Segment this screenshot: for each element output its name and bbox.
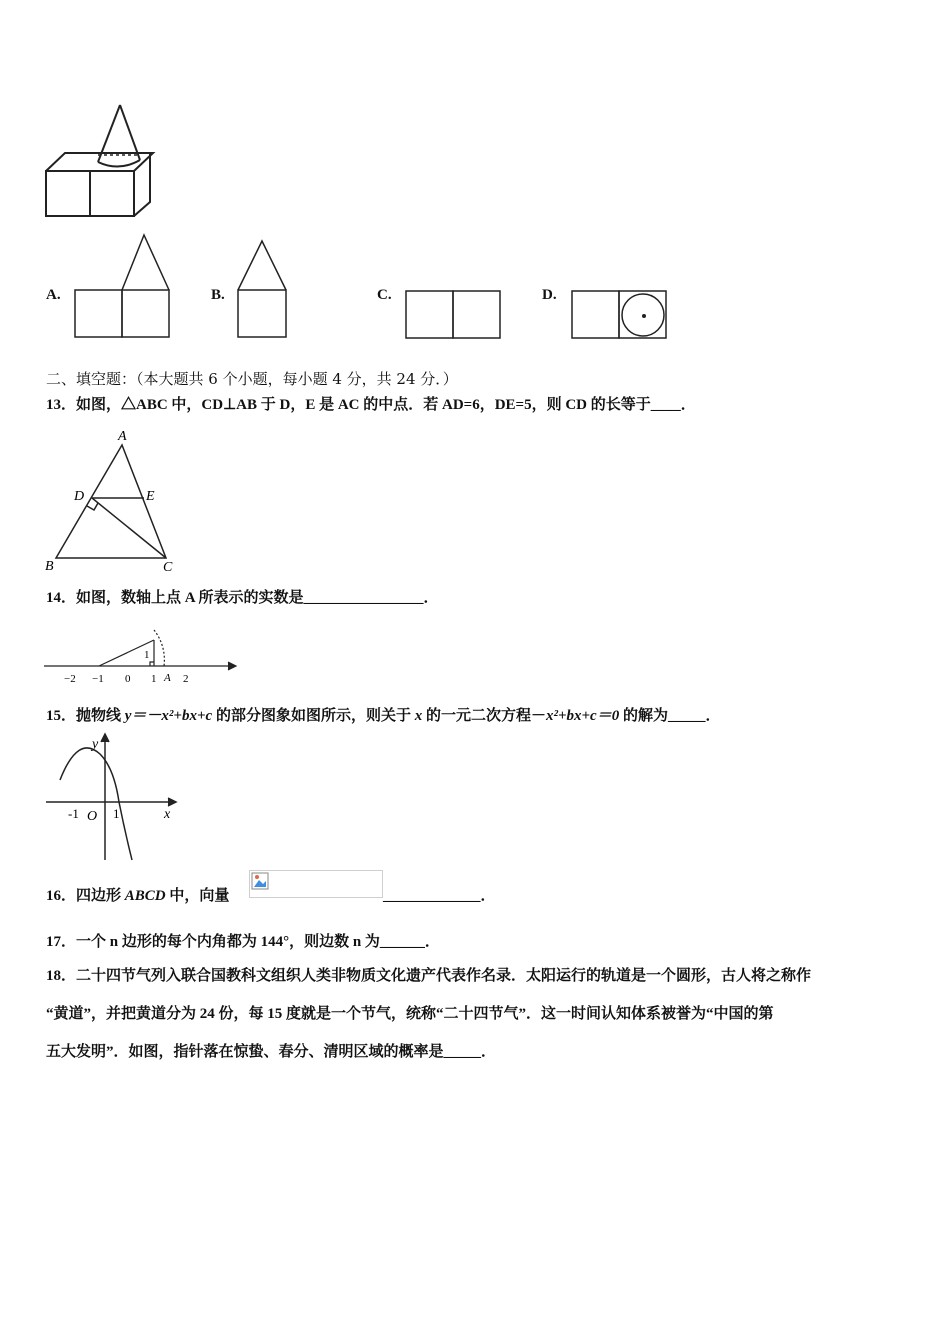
solid-figure xyxy=(40,100,160,222)
question-18-line-3: 五大发明”．如图，指针落在惊蛰、春分、清明区域的概率是_____． xyxy=(46,1044,497,1060)
question-13-figure xyxy=(40,425,173,575)
side-label: 1 xyxy=(144,649,150,661)
option-a-label: A. xyxy=(46,287,61,303)
tick-neg2: −2 xyxy=(64,673,76,685)
axis-y-label: y xyxy=(92,737,99,752)
option-b-figure xyxy=(235,238,291,340)
q15-var: x xyxy=(414,708,423,724)
q16-prefix: 16．四边形 xyxy=(46,888,125,904)
q15-eq2: x²+bx+c＝0 xyxy=(545,708,620,724)
q15-suffix: 的解为_____． xyxy=(619,708,721,724)
option-b-label: B. xyxy=(211,287,225,303)
section-heading: 二、填空题：（本大题共 6 个小题，每小题 4 分，共 24 分．） xyxy=(46,370,458,388)
parabola-figure xyxy=(40,730,180,862)
question-16-text xyxy=(46,886,229,906)
q16-suffix: _____________． xyxy=(383,888,496,904)
axis-x-label: x xyxy=(164,807,171,822)
number-line-figure xyxy=(40,625,240,687)
tick-2: 2 xyxy=(183,673,189,685)
q15-eq1: y＝－x²+bx+c xyxy=(124,708,213,724)
tick-0: 0 xyxy=(125,673,131,685)
question-18-line-2: “黄道”，并把黄道分为 24 份，每 15 度就是一个节气，统称“二十四节气”．这一时间认知体系被誉为“中国的第 xyxy=(46,1006,774,1022)
label-a: A xyxy=(118,429,127,444)
q15-mid: 的部分图象如图所示，则关于 xyxy=(212,708,415,724)
q15-prefix: 15．抛物线 xyxy=(46,708,125,724)
tick-neg1: −1 xyxy=(92,673,104,685)
q16-mid: 中，向量 xyxy=(165,888,230,904)
label-e: E xyxy=(146,489,155,504)
tick-neg-one: -1 xyxy=(68,806,79,821)
option-c-figure xyxy=(403,288,505,340)
option-d-figure xyxy=(569,288,671,340)
origin-label: O xyxy=(87,809,98,824)
point-a: A xyxy=(164,672,171,684)
label-c: C xyxy=(163,560,173,575)
q15-mid2: 的一元二次方程－ xyxy=(422,708,546,724)
question-18-line-1: 18．二十四节气列入联合国教科文组织人类非物质文化遗产代表作名录．太阳运行的轨道是一个圆形，古人将之称作 xyxy=(46,968,812,984)
broken-image-icon xyxy=(251,872,271,892)
option-c-label: C. xyxy=(377,287,392,303)
option-d-label: D. xyxy=(542,287,557,303)
label-d: D xyxy=(74,489,85,504)
question-13-text: 13．如图，△ABC 中，CD⊥AB 于 D，E 是 AC 的中点．若 AD=6，DE=5，则 CD 的长等于____． xyxy=(46,397,696,413)
tick-1: 1 xyxy=(151,673,157,685)
label-b: B xyxy=(45,559,54,574)
broken-image-placeholder xyxy=(249,870,383,898)
q16-name: ABCD xyxy=(124,888,166,904)
tick-one: 1 xyxy=(113,806,120,821)
question-15-text xyxy=(46,706,720,726)
question-14-text: 14．如图，数轴上点 A 所表示的实数是________________． xyxy=(46,590,439,606)
option-a-figure xyxy=(72,232,174,340)
question-17-text: 17．一个 n 边形的每个内角都为 144°，则边数 n 为______． xyxy=(46,934,440,950)
